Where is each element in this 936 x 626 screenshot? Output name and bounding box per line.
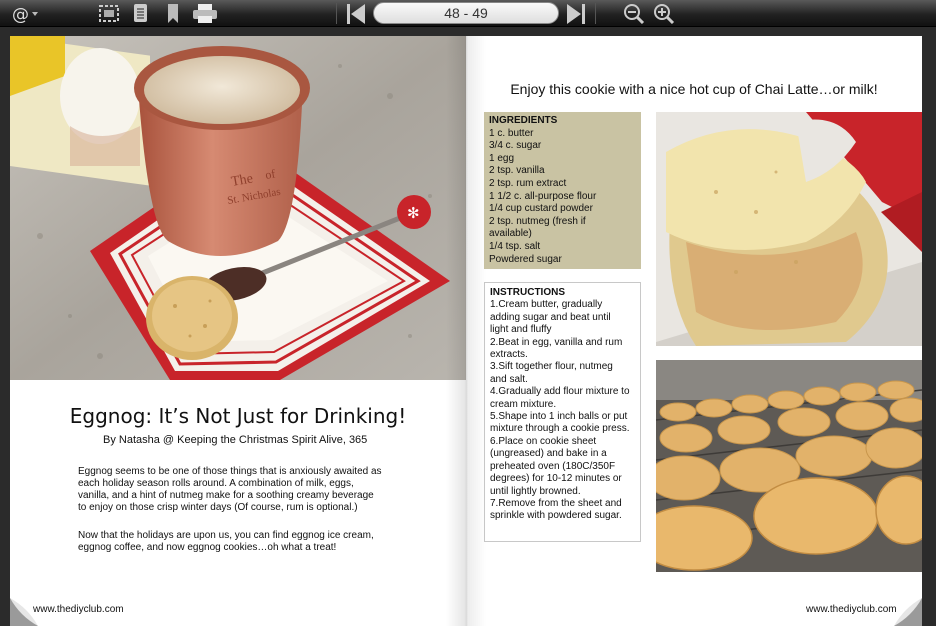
page-curl-left-icon[interactable] [10, 598, 38, 626]
prev-page-icon[interactable] [345, 3, 367, 24]
instructions-box [484, 282, 641, 542]
instruction-line: degrees) for 10-12 minutes or [490, 473, 622, 485]
footer-url-right[interactable]: www.thediyclub.com [806, 604, 897, 615]
fullscreen-icon[interactable] [97, 3, 121, 24]
instruction-line: 3.Sift together flour, nutmeg [490, 361, 613, 373]
zoom-out-icon[interactable] [622, 3, 646, 24]
bookmark-icon[interactable] [166, 3, 180, 24]
instruction-line: 4.Gradually add flour mixture to [490, 386, 630, 398]
recipe-tagline: Enjoy this cookie with a nice hot cup of Chai Latte…or milk! [510, 81, 878, 97]
instruction-line: (ungreased) and bake in a [490, 448, 607, 460]
svg-text:✻: ✻ [407, 204, 420, 222]
instruction-line: and salt. [490, 373, 528, 385]
pages-icon[interactable] [132, 3, 150, 24]
instruction-line: 7.Remove from the sheet and [490, 497, 622, 509]
instruction-line: 5.Shape into 1 inch balls or put [490, 411, 628, 423]
ingredient-item: 1 1/2 c. all-purpose flour [489, 190, 597, 202]
ingredient-item: 3/4 c. sugar [489, 140, 542, 152]
ingredient-item: available) [489, 228, 532, 240]
ingredient-item: 2 tsp. nutmeg (fresh if [489, 215, 586, 227]
instruction-line: 1.Cream butter, gradually [490, 299, 603, 311]
footer-url-left[interactable]: www.thediyclub.com [33, 604, 124, 615]
instruction-line: light and fluffy [490, 324, 552, 336]
mug-text-saint: St. Nicholas [226, 185, 282, 207]
mug-text-the: The [230, 171, 255, 190]
ingredient-item: 1/4 tsp. salt [489, 240, 541, 252]
ingredient-item: 1/4 cup custard powder [489, 203, 593, 215]
ingredients-box [484, 112, 641, 269]
article-byline: By Natasha @ Keeping the Christmas Spirit Alive, 365 [103, 434, 368, 446]
instruction-line: cream mixture. [490, 398, 557, 410]
text-line: to enjoy on those crisp winter days (Of course, rum is optional.) [78, 502, 358, 513]
article-paragraph-1 [78, 466, 408, 514]
print-icon[interactable] [191, 3, 219, 24]
mug-text-of: of [264, 166, 277, 182]
text-line: each holiday season rolls around. A combination of milk, eggs, [78, 478, 354, 489]
cookies-on-rack-photo [656, 360, 922, 572]
svg-text:@: @ [12, 5, 29, 24]
text-line: eggnog coffee, and now eggnog cookies…oh what a treat! [78, 542, 337, 553]
instruction-line: mixture through a cookie press. [490, 423, 630, 435]
instruction-line: adding sugar and beat until [490, 311, 611, 323]
next-page-icon[interactable] [565, 3, 587, 24]
instructions-heading: INSTRUCTIONS [490, 287, 565, 298]
left-page [10, 36, 466, 626]
ingredient-item: 2 tsp. rum extract [489, 177, 567, 189]
toolbar-separator [595, 3, 596, 24]
at-icon[interactable] [10, 3, 40, 24]
ingredient-item: Powdered sugar [489, 253, 562, 265]
cookie-closeup-photo [656, 112, 922, 346]
instruction-line: 6.Place on cookie sheet [490, 435, 597, 447]
ingredients-heading: INGREDIENTS [489, 115, 558, 126]
right-page [466, 36, 922, 626]
instruction-line: 2.Beat in egg, vanilla and rum [490, 336, 623, 348]
instruction-line: sprinkle with powdered sugar. [490, 510, 622, 522]
ingredient-item: 1 c. butter [489, 127, 534, 139]
text-line: vanilla, and a hint of nutmeg make for a soothing creamy beverage [78, 490, 374, 501]
page-number-field[interactable]: 48 - 49 [373, 2, 559, 24]
viewer-toolbar [0, 0, 936, 27]
text-line: Now that the holidays are upon us, you can find eggnog ice cream, [78, 530, 374, 541]
zoom-in-icon[interactable] [652, 3, 676, 24]
instruction-line: until lightly browned. [490, 485, 581, 497]
article-paragraph-2 [78, 530, 408, 554]
eggnog-mug-photo [10, 36, 466, 380]
toolbar-separator [336, 3, 337, 24]
instruction-line: extracts. [490, 349, 528, 361]
instruction-line: preheated oven (180C/350F [490, 460, 616, 472]
text-line: Eggnog seems to be one of those things that is anxiously awaited as [78, 466, 382, 477]
article-title: Eggnog: It’s Not Just for Drinking! [69, 404, 407, 428]
ingredient-item: 2 tsp. vanilla [489, 165, 545, 177]
page-curl-right-icon[interactable] [894, 598, 922, 626]
ingredient-item: 1 egg [489, 152, 515, 164]
